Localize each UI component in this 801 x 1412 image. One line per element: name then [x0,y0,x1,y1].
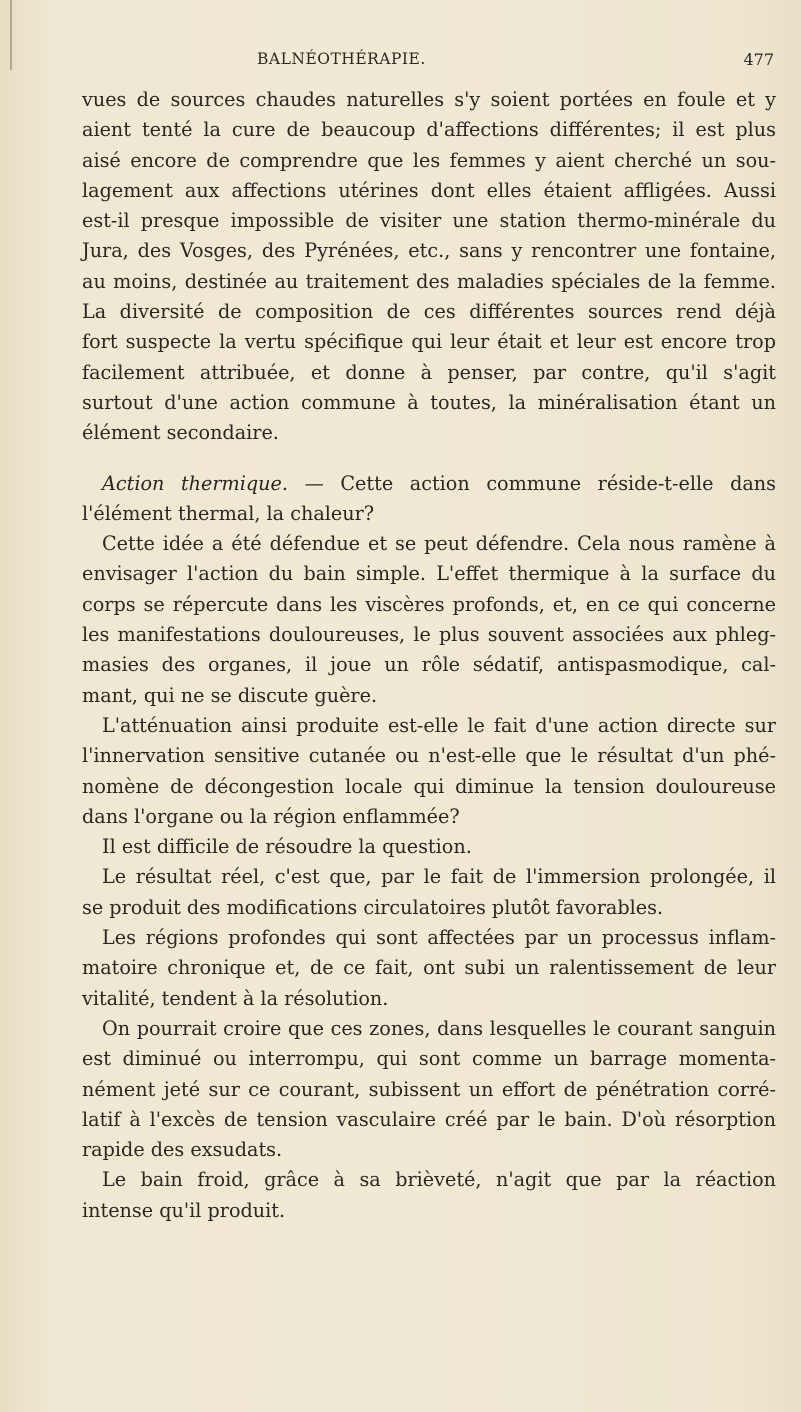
page-edge-line [10,0,12,70]
text-line: latif à l'excès de tension vasculaire créé par le bain. D'où résorption [82,1107,776,1131]
text-line: intense qu'il produit. [82,1198,286,1222]
text-line: surtout d'une action commune à toutes, la minéralisation étant un [82,390,776,414]
text-line: dans l'organe ou la région enflammée? [82,804,460,828]
heading-continuation: — Cette action commune réside-t-elle dans [287,471,777,495]
text-line: Le bain froid, grâce à sa brièveté, n'agit que par la réaction [102,1168,776,1192]
text-line [82,469,776,499]
text-line: La diversité de composition de ces différentes sources rend déjà [82,300,776,324]
body-text [82,85,776,1226]
text-line: corps se répercute dans les viscères profonds, et, en ce qui concerne [82,592,776,616]
section-gap [82,449,776,469]
paragraph [82,1014,776,1165]
text-line: nomène de décongestion locale qui diminue la tension douloureuse [82,774,776,798]
text-line: est diminué ou interrompu, qui sont comme un barrage momenta- [82,1047,776,1071]
paragraph [82,923,776,1014]
text-line: facilement attribuée, et donne à penser, par contre, qu'il s'agit [82,360,776,384]
running-title: BALNÉOTHÉRAPIE. [257,50,426,68]
section-heading: Action thermique. [102,471,288,495]
paragraph [82,832,776,862]
text-line: envisager l'action du bain simple. L'effet thermique à la surface du [82,562,776,586]
text-line: mant, qui ne se discute guère. [82,683,378,707]
text-line: L'atténuation ainsi produite est-elle le fait d'une action directe sur [102,713,776,737]
text-line: fort suspecte la vertu spécifique qui leur était et leur est encore trop [82,330,776,354]
paragraph [82,85,776,449]
text-line: masies des organes, il joue un rôle sédatif, antispasmodique, cal- [82,653,776,677]
text-line: aisé encore de comprendre que les femmes y aient cherché un sou- [82,148,776,172]
paragraph [82,862,776,923]
text-line: Jura, des Vosges, des Pyrénées, etc., sans y rencontrer une fontaine, [82,239,776,263]
text-line: l'élément thermal, la chaleur? [82,501,375,525]
text-line: les manifestations douloureuses, le plus souvent associées aux phleg- [82,623,776,647]
text-line: est-il presque impossible de visiter une station thermo-minérale du [82,209,776,233]
text-line: nément jeté sur ce courant, subissent un effort de pénétration corré- [82,1077,776,1101]
text-line: rapide des exsudats. [82,1138,283,1162]
text-line: vues de sources chaudes naturelles s'y soient portées en foule et y [82,88,776,111]
text-line: vitalité, tendent à la résolution. [82,986,389,1010]
paragraph [82,711,776,832]
text-line: au moins, destinée au traitement des maladies spéciales de la femme. [82,269,776,293]
text-line: Il est difficile de résoudre la question. [102,835,472,859]
text-line: matoire chronique et, de ce fait, ont subi un ralentissement de leur [82,956,776,980]
page-number: 477 [743,50,774,69]
text-line: se produit des modifications circulatoires plutôt favorables. [82,895,664,919]
text-line: Le résultat réel, c'est que, par le fait de l'immersion prolongée, il [102,865,776,889]
text-line: On pourrait croire que ces zones, dans lesquelles le courant sanguin [102,1016,776,1040]
text-line: lagement aux affections utérines dont elles étaient affligées. Aussi [82,178,776,202]
text-line: élément secondaire. [82,421,279,445]
paragraph [82,1165,776,1226]
text-line: l'innervation sensitive cutanée ou n'est-elle que le résultat d'un phé- [82,744,776,768]
text-line: Les régions profondes qui sont affectées par un processus inflam- [102,926,776,950]
text-line: aient tenté la cure de beaucoup d'affections différentes; il est plus [82,118,776,142]
paragraph [82,529,776,711]
paragraph-action-thermique [82,469,776,530]
page-header [82,50,774,76]
text-line: Cette idée a été défendue et se peut défendre. Cela nous ramène à [102,532,776,556]
